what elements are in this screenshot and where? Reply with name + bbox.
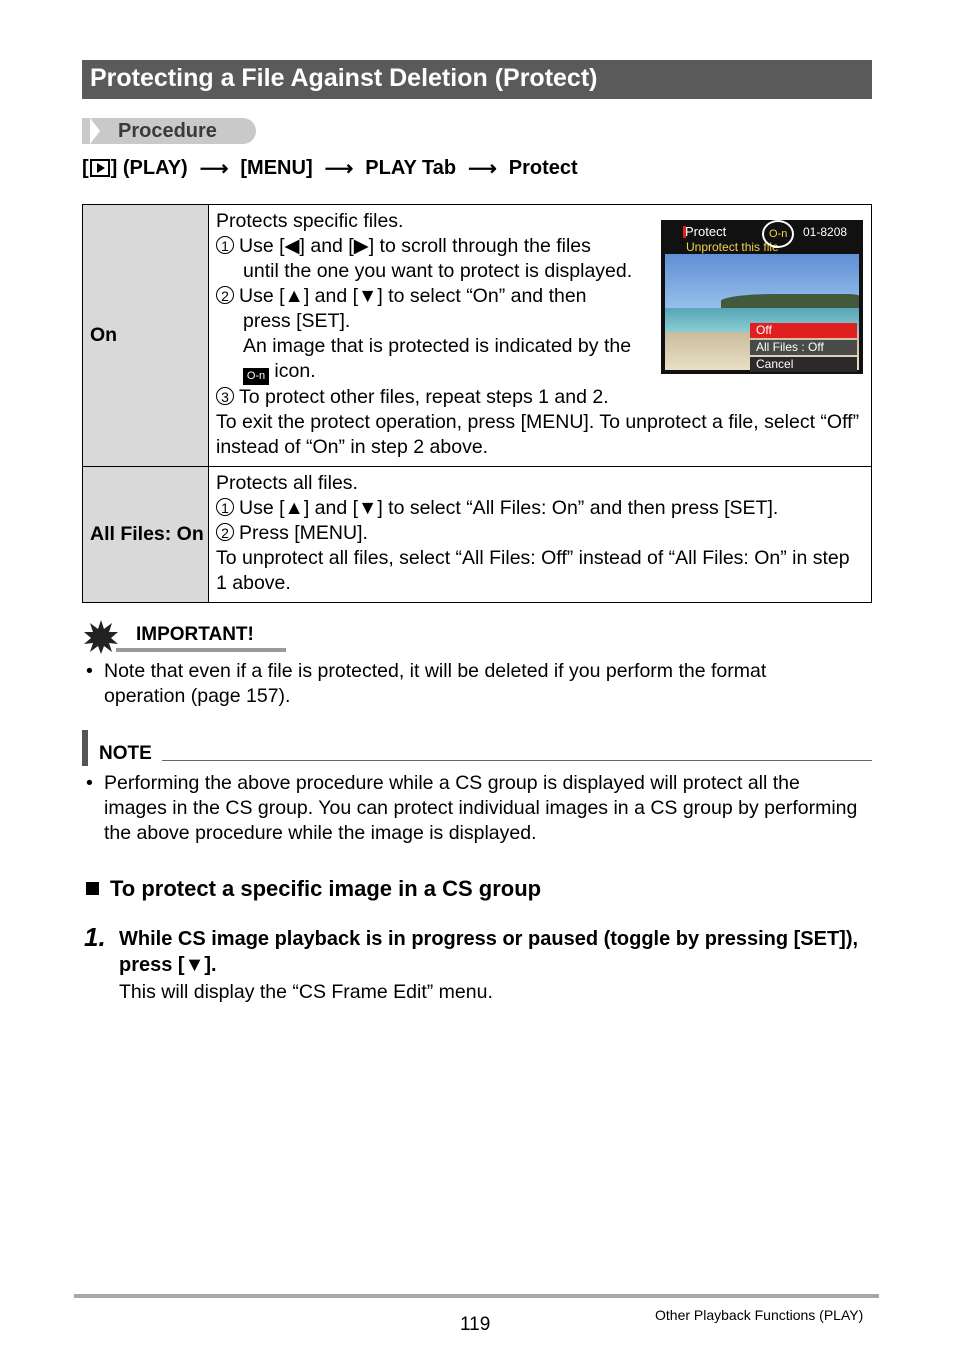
page-number: 119: [460, 1314, 491, 1335]
screen-title: Protect: [685, 224, 727, 239]
arrow-icon: ⟶: [199, 157, 229, 180]
note-label: NOTE: [99, 743, 152, 764]
desc-line: An image that is protected is indicated by the: [243, 335, 632, 357]
path-tab: PLAY Tab: [365, 156, 457, 179]
procedure-label: [82, 118, 256, 144]
square-bullet-icon: [86, 882, 99, 895]
screen-menu-item: All Files : Off: [750, 340, 857, 355]
note-text: Performing the above procedure while a CS group is displayed will protect all the images in the CS group. You can protect individual images in a CS group by performing the above procedure while the image is displayed.: [104, 772, 858, 844]
desc-line: press [SET].: [243, 310, 351, 332]
step-number-icon: 1: [216, 236, 234, 254]
step-number-icon: 1: [216, 498, 234, 516]
desc-line: To protect other files, repeat steps 1 and 2.: [239, 386, 609, 408]
bullet-icon: •: [86, 772, 93, 794]
desc-line: Protects all files.: [216, 472, 358, 494]
subsection-title: To protect a specific image in a CS group: [110, 876, 542, 901]
burst-icon: [84, 620, 118, 654]
play-icon: [90, 159, 110, 177]
arrow-icon: ⟶: [324, 157, 354, 180]
desc-line: Use [▲] and [▼] to select “On” and then: [239, 285, 587, 307]
footer-section-title: Other Playback Functions (PLAY): [655, 1307, 864, 1323]
desc-line: Use [◀] and [▶] to scroll through the files: [239, 235, 591, 257]
desc-line: until the one you want to protect is displayed.: [243, 260, 633, 282]
footer-rule: [74, 1294, 879, 1298]
step-number-icon: 2: [216, 286, 234, 304]
setting-key: All Files: On: [83, 467, 209, 603]
path-item: Protect: [508, 156, 578, 179]
desc-line: To unprotect all files, select “All Files: Off” instead of “All Files: On” in step 1 above.: [216, 547, 850, 594]
step-number: 1.: [84, 922, 106, 952]
subsection-heading: [86, 876, 541, 902]
desc-line: Use [▲] and [▼] to select “All Files: On” and then press [SET].: [239, 497, 779, 519]
screen-menu-item: Off: [750, 323, 857, 338]
desc-line: icon.: [274, 360, 316, 382]
section-title: Protecting a File Against Deletion (Protect): [90, 64, 598, 92]
note-item: [86, 771, 866, 846]
key-icon: O-n: [769, 228, 788, 240]
step-text: While CS image playback is in progress or paused (toggle by pressing [SET]), press [▼].: [119, 928, 859, 976]
key-icon: O‑n: [243, 368, 269, 385]
section-title-bar: [82, 60, 872, 99]
important-text: Note that even if a file is protected, it will be deleted if you perform the format operation (page 157).: [104, 660, 767, 707]
important-item: [86, 659, 826, 709]
step-number-icon: 3: [216, 387, 234, 405]
camera-screen-image: [661, 220, 863, 374]
path-menu: [MENU]: [240, 156, 313, 179]
important-heading: [82, 618, 286, 654]
setting-description: [209, 467, 872, 603]
desc-line: To exit the protect operation, press [MENU]. To unprotect a file, select “Off” instead of “On” in step 2 above.: [216, 411, 860, 458]
desc-line: Protects specific files.: [216, 210, 404, 232]
arrow-icon: ⟶: [468, 157, 497, 180]
path-play: ] (PLAY): [110, 156, 188, 179]
desc-line: Press [MENU].: [239, 522, 368, 544]
step-subtext: This will display the “CS Frame Edit” menu.: [119, 981, 493, 1003]
procedure-label-text: Procedure: [118, 120, 217, 142]
setting-key: On: [83, 205, 209, 467]
procedure-path: [ ] (PLAY) ⟶ [MENU] ⟶ PLAY Tab ⟶ Protect: [82, 156, 578, 180]
step-number-icon: 2: [216, 523, 234, 541]
table-row: [83, 467, 872, 603]
screen-menu-item: Cancel: [750, 357, 857, 372]
screen-subtitle: Unprotect this file: [686, 240, 779, 254]
screen-file-number: 01-8208: [803, 225, 848, 239]
bullet-icon: •: [86, 660, 93, 682]
important-label: IMPORTANT!: [136, 624, 254, 645]
note-heading: [82, 730, 872, 766]
